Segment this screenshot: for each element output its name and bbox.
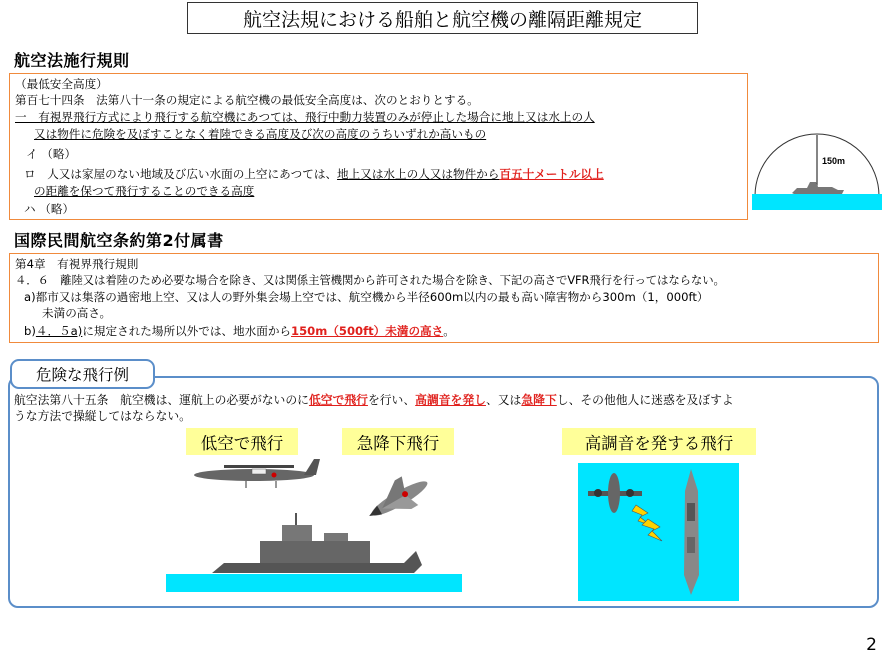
s1-line: （最低安全高度）	[15, 77, 108, 91]
s1-line: 一 有視界飛行方式により飛行する航空機にあつては、飛行中動力装置のみが停止した場合に地上又は水上の人	[15, 110, 595, 124]
section1-heading: 航空法施行規則	[14, 51, 130, 70]
danger-text: は、運航上の必要がないのに	[155, 393, 309, 407]
sea-surface	[166, 574, 462, 592]
destroyer-ship-icon	[212, 513, 422, 573]
s2-line: 第4章 有視界飛行規則	[15, 257, 139, 271]
danger-text-red: 高調音を発し	[415, 393, 486, 407]
sea-background	[578, 463, 739, 601]
s2-line	[24, 324, 455, 338]
high-pitch-illustration	[578, 463, 739, 601]
s1-line: の距離を保つて飛行することのできる高度	[34, 184, 255, 198]
s2-line: ４．６ 離陸又は着陸のため必要な場合を除き、又は関係主管機関から許可された場合を除き、下記の高さでVFR飛行を行ってはならない。	[15, 273, 725, 287]
s2-line: 未満の高さ。	[42, 306, 112, 320]
altitude-150m-diagram	[752, 130, 882, 212]
s1-text: ロ 人又は家屋のない地域及び広い水面の上空にあつては、	[24, 167, 338, 181]
section2-heading: 国際民間航空条約第2付属書	[14, 231, 224, 250]
page-number: 2	[866, 635, 877, 655]
label-high-pitch-flight: 高調音を発する飛行	[562, 428, 756, 455]
s1-text-underlined: 地上又は水上の人又は物件から	[337, 167, 500, 181]
danger-text-red: 低空で飛行	[308, 393, 368, 407]
danger-text-line1	[14, 393, 734, 407]
danger-text: 航空法第八十五条 航空機	[14, 393, 156, 407]
section2-box	[9, 253, 879, 343]
s1-text-red: 百五十メートル以上	[499, 167, 604, 181]
s1-line: 又は物件に危険を及ぼすことなく着陸できる高度及び次の高度のうちいずれか高いもの	[34, 127, 487, 141]
s1-line	[24, 167, 604, 181]
fighter-jet-icon	[360, 467, 435, 529]
danger-text-red: 急降下	[521, 393, 557, 407]
water-surface	[752, 194, 882, 210]
page-title: 航空法規における船舶と航空機の離隔距離規定	[187, 2, 698, 34]
danger-text: 、又は	[485, 393, 522, 407]
danger-text-line2: うな方法で操縦してはならない。	[14, 409, 191, 423]
s1-line: ハ （略）	[24, 202, 75, 216]
s2-text: 。	[443, 324, 455, 338]
patrol-aircraft-icon	[194, 459, 320, 488]
label-dive-flight: 急降下飛行	[342, 428, 454, 455]
s1-line: イ （略）	[26, 147, 77, 161]
altitude-label: 150m	[822, 156, 846, 166]
s2-line: a)都市又は集落の過密地上空、又は人の野外集会場上空では、航空機から半径600m以内の最も高い障害物から300m（1，000ft）	[24, 290, 709, 304]
s2-text-red: 150m（500ft）未満の高さ	[291, 324, 444, 338]
label-low-flight: 低空で飛行	[186, 428, 298, 455]
section1-box	[9, 73, 748, 220]
low-flight-illustration	[164, 455, 464, 595]
danger-text: を行い、	[367, 393, 416, 407]
s2-text: b)	[24, 324, 36, 338]
s1-line: 第百七十四条 法第八十一条の規定による航空機の最低安全高度は、次のとおりとする。	[15, 93, 479, 107]
danger-tag: 危険な飛行例	[10, 359, 155, 389]
s2-text: に規定された場所以外では、地水面から	[82, 324, 292, 338]
destroyer-topview-icon	[684, 469, 699, 595]
ship-icon	[792, 182, 844, 194]
danger-text: し、その他他人に迷惑を及ぼすよ	[556, 393, 734, 407]
s2-text-underlined: ４．５a)	[35, 324, 83, 338]
